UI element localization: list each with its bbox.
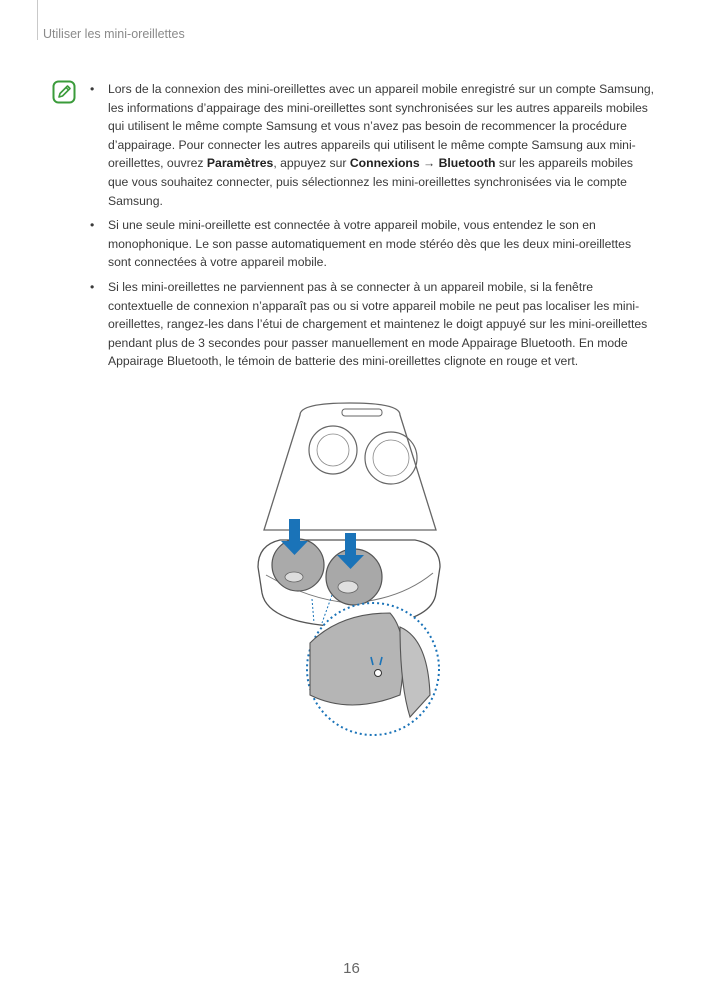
connections-label: Connexions [349, 156, 420, 171]
settings-label: Paramètres [206, 156, 274, 171]
note-pencil-icon [52, 80, 76, 104]
earbuds-case-illustration [250, 395, 450, 755]
bluetooth-label: Bluetooth [438, 156, 496, 171]
note-item-manual-pairing: • Si les mini-oreillettes ne parviennent pas à se connecter à un appareil mobile, si la fenêtre contextuelle de connexion n’apparaît pas ou si votre appareil mobile ne peut pas localiser les mini-oreillettes, rangez-les dans l’étui de chargement et maintenez le doigt appuyé sur les mini-oreillettes pendant plus de 3 secondes pour passer manuellement en mode Appairage Bluetooth. En mode Appairage Bluetooth, le témoin de batterie des mini-oreillettes clignote en rouge et vert. [86, 278, 656, 371]
header-side-rule [37, 0, 38, 40]
page-header: Utiliser les mini-oreillettes [43, 27, 185, 41]
note-list [86, 80, 656, 377]
page-number: 16 [343, 960, 360, 977]
note-item-account-sync: • Lors de la connexion des mini-oreillettes avec un appareil mobile enregistré sur un compte Samsung, les informations d’appairage des mini-oreillettes sont synchronisées sur les autres appareils mobiles qui utilisent le même compte Samsung et vous n’avez pas besoin de recommencer la procédure d’appairage. Pour connecter les autres appareils qui utilisent le même compte Samsung aux mini-oreillettes, ouvrez Paramètres, appuyez sur Connexions → Bluetooth sur les appareils mobiles que vous souhaitez connecter, puis sélectionnez les mini-oreillettes synchronisées via le compte Samsung. [86, 80, 656, 210]
battery-led [375, 670, 382, 677]
note-item-mono-stereo: • Si une seule mini-oreillette est connectée à votre appareil mobile, vous entendez le son en monophonique. Le son passe automatiquement en mode stéréo dès que les deux mini-oreillettes sont connectées à votre appareil mobile. [86, 216, 656, 272]
